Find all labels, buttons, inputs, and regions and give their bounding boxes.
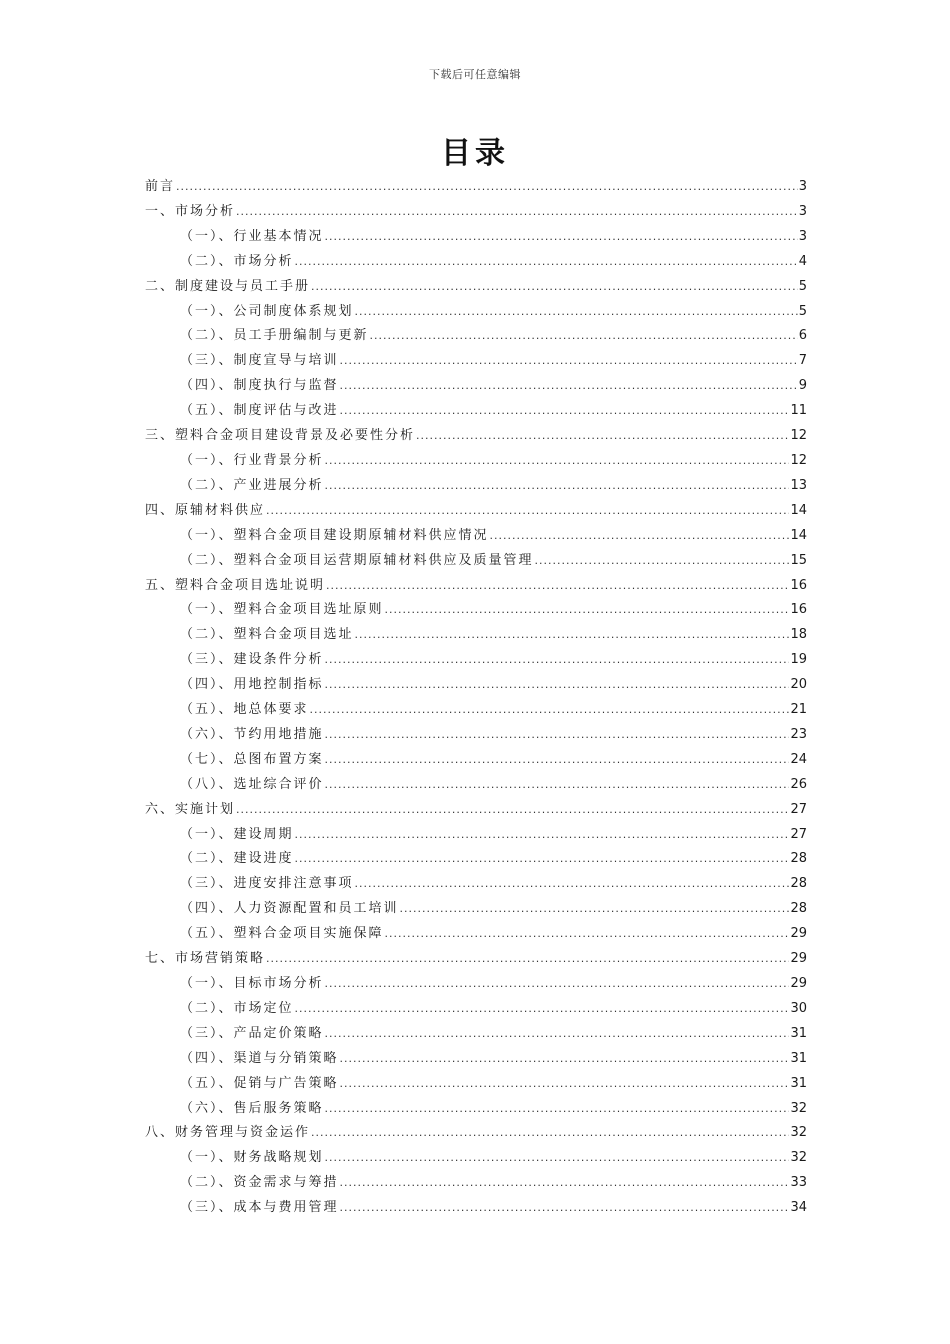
toc-leader-dots xyxy=(400,897,790,922)
toc-entry-title: （一）、行业背景分析 xyxy=(180,452,324,468)
toc-entry-page-number: 13 xyxy=(790,477,807,493)
toc-entry-title: （四）、制度执行与监督 xyxy=(180,378,339,394)
toc-entry[interactable] xyxy=(145,997,807,1022)
toc-entry-title: （三）、成本与费用管理 xyxy=(180,1200,339,1216)
toc-entry-page-number: 14 xyxy=(790,502,807,518)
toc-entry-title: 二、制度建设与员工手册 xyxy=(145,278,311,294)
header-note: 下载后可任意编辑 xyxy=(429,68,521,81)
toc-entry-title: 五、塑料合金项目选址说明 xyxy=(145,577,326,593)
toc-entry-page-number: 11 xyxy=(790,403,807,419)
toc-leader-dots xyxy=(385,598,790,623)
toc-entry-title: 八、财务管理与资金运作 xyxy=(145,1125,311,1141)
toc-leader-dots xyxy=(295,250,798,275)
toc-entry-page-number: 20 xyxy=(790,677,807,693)
toc-leader-dots xyxy=(295,823,790,848)
toc-leader-dots xyxy=(236,200,798,225)
toc-entry-title: （三）、制度宣导与培训 xyxy=(180,353,339,369)
toc-entry[interactable] xyxy=(145,922,807,947)
toc-entry-page-number: 3 xyxy=(798,203,807,219)
toc-entry-title: （七）、总图布置方案 xyxy=(180,751,324,767)
toc-entry[interactable] xyxy=(145,1022,807,1047)
toc-entry-page-number: 34 xyxy=(790,1200,807,1216)
toc-entry[interactable] xyxy=(145,1097,807,1122)
toc-entry-page-number: 29 xyxy=(790,926,807,942)
toc-entry-title: （二）、塑料合金项目选址 xyxy=(180,627,354,643)
toc-entry-title: （二）、员工手册编制与更新 xyxy=(180,328,369,344)
toc-entry-page-number: 9 xyxy=(798,378,807,394)
toc-leader-dots xyxy=(325,1097,790,1122)
toc-leader-dots xyxy=(355,872,790,897)
toc-entry[interactable] xyxy=(145,648,807,673)
toc-entry-page-number: 32 xyxy=(790,1125,807,1141)
toc-entry-page-number: 7 xyxy=(798,353,807,369)
toc-entry-title: （一）、塑料合金项目选址原则 xyxy=(180,602,384,618)
toc-leader-dots xyxy=(535,549,790,574)
toc-leader-dots xyxy=(325,1146,790,1171)
toc-entry-page-number: 29 xyxy=(790,976,807,991)
toc-entry[interactable] xyxy=(145,723,807,748)
toc-entry[interactable] xyxy=(145,1121,807,1146)
toc-leader-dots xyxy=(340,1047,790,1072)
toc-leader-dots xyxy=(340,399,790,424)
toc-leader-dots xyxy=(236,798,789,823)
toc-entry[interactable] xyxy=(145,623,807,648)
toc-entry-page-number: 14 xyxy=(790,527,807,543)
toc-entry[interactable] xyxy=(145,424,807,449)
toc-entry[interactable] xyxy=(145,1047,807,1072)
toc-leader-dots xyxy=(325,449,790,474)
toc-entry-title: （五）、制度评估与改进 xyxy=(180,403,339,419)
toc-entry-page-number: 16 xyxy=(790,602,807,618)
toc-entry-page-number: 28 xyxy=(790,851,807,867)
toc-entry[interactable] xyxy=(145,872,807,897)
toc-entry-title: 七、市场营销策略 xyxy=(145,951,266,967)
toc-entry[interactable] xyxy=(145,897,807,922)
toc-leader-dots xyxy=(325,225,798,250)
toc-entry[interactable] xyxy=(145,1196,807,1221)
toc-leader-dots xyxy=(266,499,789,524)
toc-leader-dots xyxy=(326,574,789,599)
toc-leader-dots xyxy=(311,275,798,300)
toc-leader-dots xyxy=(355,300,798,325)
toc-entry-title: （二）、市场定位 xyxy=(180,1000,294,1016)
toc-entry[interactable] xyxy=(145,275,807,300)
toc-entry[interactable] xyxy=(145,399,807,424)
toc-entry-title: （三）、建设条件分析 xyxy=(180,652,324,668)
toc-entry-title: 四、原辅材料供应 xyxy=(145,502,266,518)
toc-leader-dots xyxy=(340,1196,790,1221)
toc-entry-title: 三、塑料合金项目建设背景及必要性分析 xyxy=(145,428,416,444)
toc-entry[interactable] xyxy=(145,524,807,549)
toc-entry-title: （四）、人力资源配置和员工培训 xyxy=(180,901,399,917)
toc-entry[interactable] xyxy=(145,773,807,798)
toc-entry-page-number: 18 xyxy=(790,627,807,643)
toc-leader-dots xyxy=(355,623,790,648)
toc-entry[interactable] xyxy=(145,847,807,872)
toc-entry-title: （五）、塑料合金项目实施保障 xyxy=(180,926,384,942)
toc-entry-page-number: 5 xyxy=(798,303,807,319)
toc-entry-page-number: 28 xyxy=(790,876,807,892)
toc-entry[interactable] xyxy=(145,374,807,399)
toc-leader-dots xyxy=(311,1121,789,1146)
toc-entry-page-number: 3 xyxy=(798,179,807,194)
toc-entry[interactable] xyxy=(145,798,807,823)
toc-entry-page-number: 12 xyxy=(790,428,807,444)
toc-leader-dots xyxy=(325,773,790,798)
toc-entry-page-number: 31 xyxy=(790,1075,807,1091)
toc-entry-title: （六）、节约用地措施 xyxy=(180,726,324,742)
toc-entry-title: （一）、目标市场分析 xyxy=(180,976,324,991)
toc-entry-page-number: 24 xyxy=(790,751,807,767)
toc-entry[interactable] xyxy=(145,823,807,848)
toc-entry-title: 一、市场分析 xyxy=(145,203,236,219)
toc-entry[interactable] xyxy=(145,499,807,524)
toc-entry[interactable] xyxy=(145,748,807,773)
toc-leader-dots xyxy=(176,175,798,200)
toc-leader-dots xyxy=(340,1072,790,1097)
toc-entry-title: （三）、进度安排注意事项 xyxy=(180,876,354,892)
toc-entry-page-number: 16 xyxy=(790,577,807,593)
toc-entry[interactable] xyxy=(145,175,807,200)
toc-entry-page-number: 27 xyxy=(790,826,807,842)
toc-entry[interactable] xyxy=(145,474,807,499)
toc-leader-dots xyxy=(325,474,790,499)
toc-entry-page-number: 31 xyxy=(790,1050,807,1066)
toc-entry-page-number: 23 xyxy=(790,726,807,742)
toc-leader-dots xyxy=(266,947,789,972)
toc-entry-page-number: 3 xyxy=(798,228,807,244)
toc-entry-page-number: 26 xyxy=(790,776,807,792)
toc-entry-page-number: 31 xyxy=(790,1025,807,1041)
toc-entry-page-number: 32 xyxy=(790,1150,807,1166)
toc-entry-title: （一）、建设周期 xyxy=(180,826,294,842)
toc-entry-page-number: 27 xyxy=(790,801,807,817)
toc-leader-dots xyxy=(310,698,790,723)
toc-entry-title: （四）、用地控制指标 xyxy=(180,677,324,693)
toc-leader-dots xyxy=(490,524,790,549)
toc-leader-dots xyxy=(325,648,790,673)
toc-entry-title: （一）、公司制度体系规划 xyxy=(180,303,354,319)
toc-entry[interactable] xyxy=(145,225,807,250)
toc-entry-title: （五）、地总体要求 xyxy=(180,702,309,718)
toc-leader-dots xyxy=(340,1171,790,1196)
toc-entry-title: （二）、塑料合金项目运营期原辅材料供应及质量管理 xyxy=(180,552,534,568)
toc-entry-page-number: 19 xyxy=(790,652,807,668)
page-title: 目录 xyxy=(441,136,509,171)
toc-entry-title: （五）、促销与广告策略 xyxy=(180,1075,339,1091)
toc-entry[interactable] xyxy=(145,200,807,225)
toc-entry-title: （三）、产品定价策略 xyxy=(180,1025,324,1041)
toc-entry[interactable] xyxy=(145,1072,807,1097)
toc-entry[interactable] xyxy=(145,1171,807,1196)
toc-leader-dots xyxy=(295,847,790,872)
toc-entry-page-number: 29 xyxy=(790,951,807,967)
toc-entry-title: （二）、建设进度 xyxy=(180,851,294,867)
toc-entry[interactable] xyxy=(145,324,807,349)
toc-entry[interactable] xyxy=(145,673,807,698)
toc-entry-page-number: 5 xyxy=(798,278,807,294)
toc-leader-dots xyxy=(325,972,790,997)
toc-entry-title: （六）、售后服务策略 xyxy=(180,1100,324,1116)
toc-entry[interactable] xyxy=(145,250,807,275)
toc-entry[interactable] xyxy=(145,698,807,723)
toc-entry-page-number: 12 xyxy=(790,452,807,468)
toc-leader-dots xyxy=(340,349,798,374)
toc-leader-dots xyxy=(385,922,790,947)
toc-entry[interactable] xyxy=(145,972,807,997)
toc-entry-page-number: 30 xyxy=(790,1000,807,1016)
toc-leader-dots xyxy=(340,374,798,399)
toc-leader-dots xyxy=(325,1022,790,1047)
toc-entry[interactable] xyxy=(145,449,807,474)
toc-leader-dots xyxy=(325,673,790,698)
toc-leader-dots xyxy=(325,748,790,773)
toc-leader-dots xyxy=(416,424,789,449)
toc-entry[interactable] xyxy=(145,549,807,574)
toc-leader-dots xyxy=(370,324,798,349)
toc-leader-dots xyxy=(325,723,790,748)
toc-entry[interactable] xyxy=(145,598,807,623)
toc-entry-title: （八）、选址综合评价 xyxy=(180,776,324,792)
toc-entry-page-number: 15 xyxy=(790,552,807,568)
toc-entry-title: 六、实施计划 xyxy=(145,801,236,817)
toc-entry[interactable] xyxy=(145,349,807,374)
toc-entry-page-number: 32 xyxy=(790,1100,807,1116)
toc-entry[interactable] xyxy=(145,574,807,599)
toc-entry-title: （二）、市场分析 xyxy=(180,253,294,269)
toc-entry[interactable] xyxy=(145,300,807,325)
toc-entry-title: （二）、产业进展分析 xyxy=(180,477,324,493)
toc-leader-dots xyxy=(295,997,790,1022)
toc-entry-page-number: 6 xyxy=(798,328,807,344)
toc-entry-page-number: 4 xyxy=(798,253,807,269)
toc-entry-title: （一）、行业基本情况 xyxy=(180,228,324,244)
toc-entry[interactable] xyxy=(145,1146,807,1171)
toc-entry-title: （二）、资金需求与筹措 xyxy=(180,1175,339,1191)
toc-entry-page-number: 21 xyxy=(790,702,807,718)
toc-entry-title: （一）、塑料合金项目建设期原辅材料供应情况 xyxy=(180,527,489,543)
toc-entry-page-number: 33 xyxy=(790,1175,807,1191)
toc-entry[interactable] xyxy=(145,947,807,972)
toc-entry-title: （四）、渠道与分销策略 xyxy=(180,1050,339,1066)
toc-entry-page-number: 28 xyxy=(790,901,807,917)
toc-entry-title: 前言 xyxy=(145,179,176,194)
table-of-contents xyxy=(145,175,807,1221)
toc-entry-title: （一）、财务战略规划 xyxy=(180,1150,324,1166)
